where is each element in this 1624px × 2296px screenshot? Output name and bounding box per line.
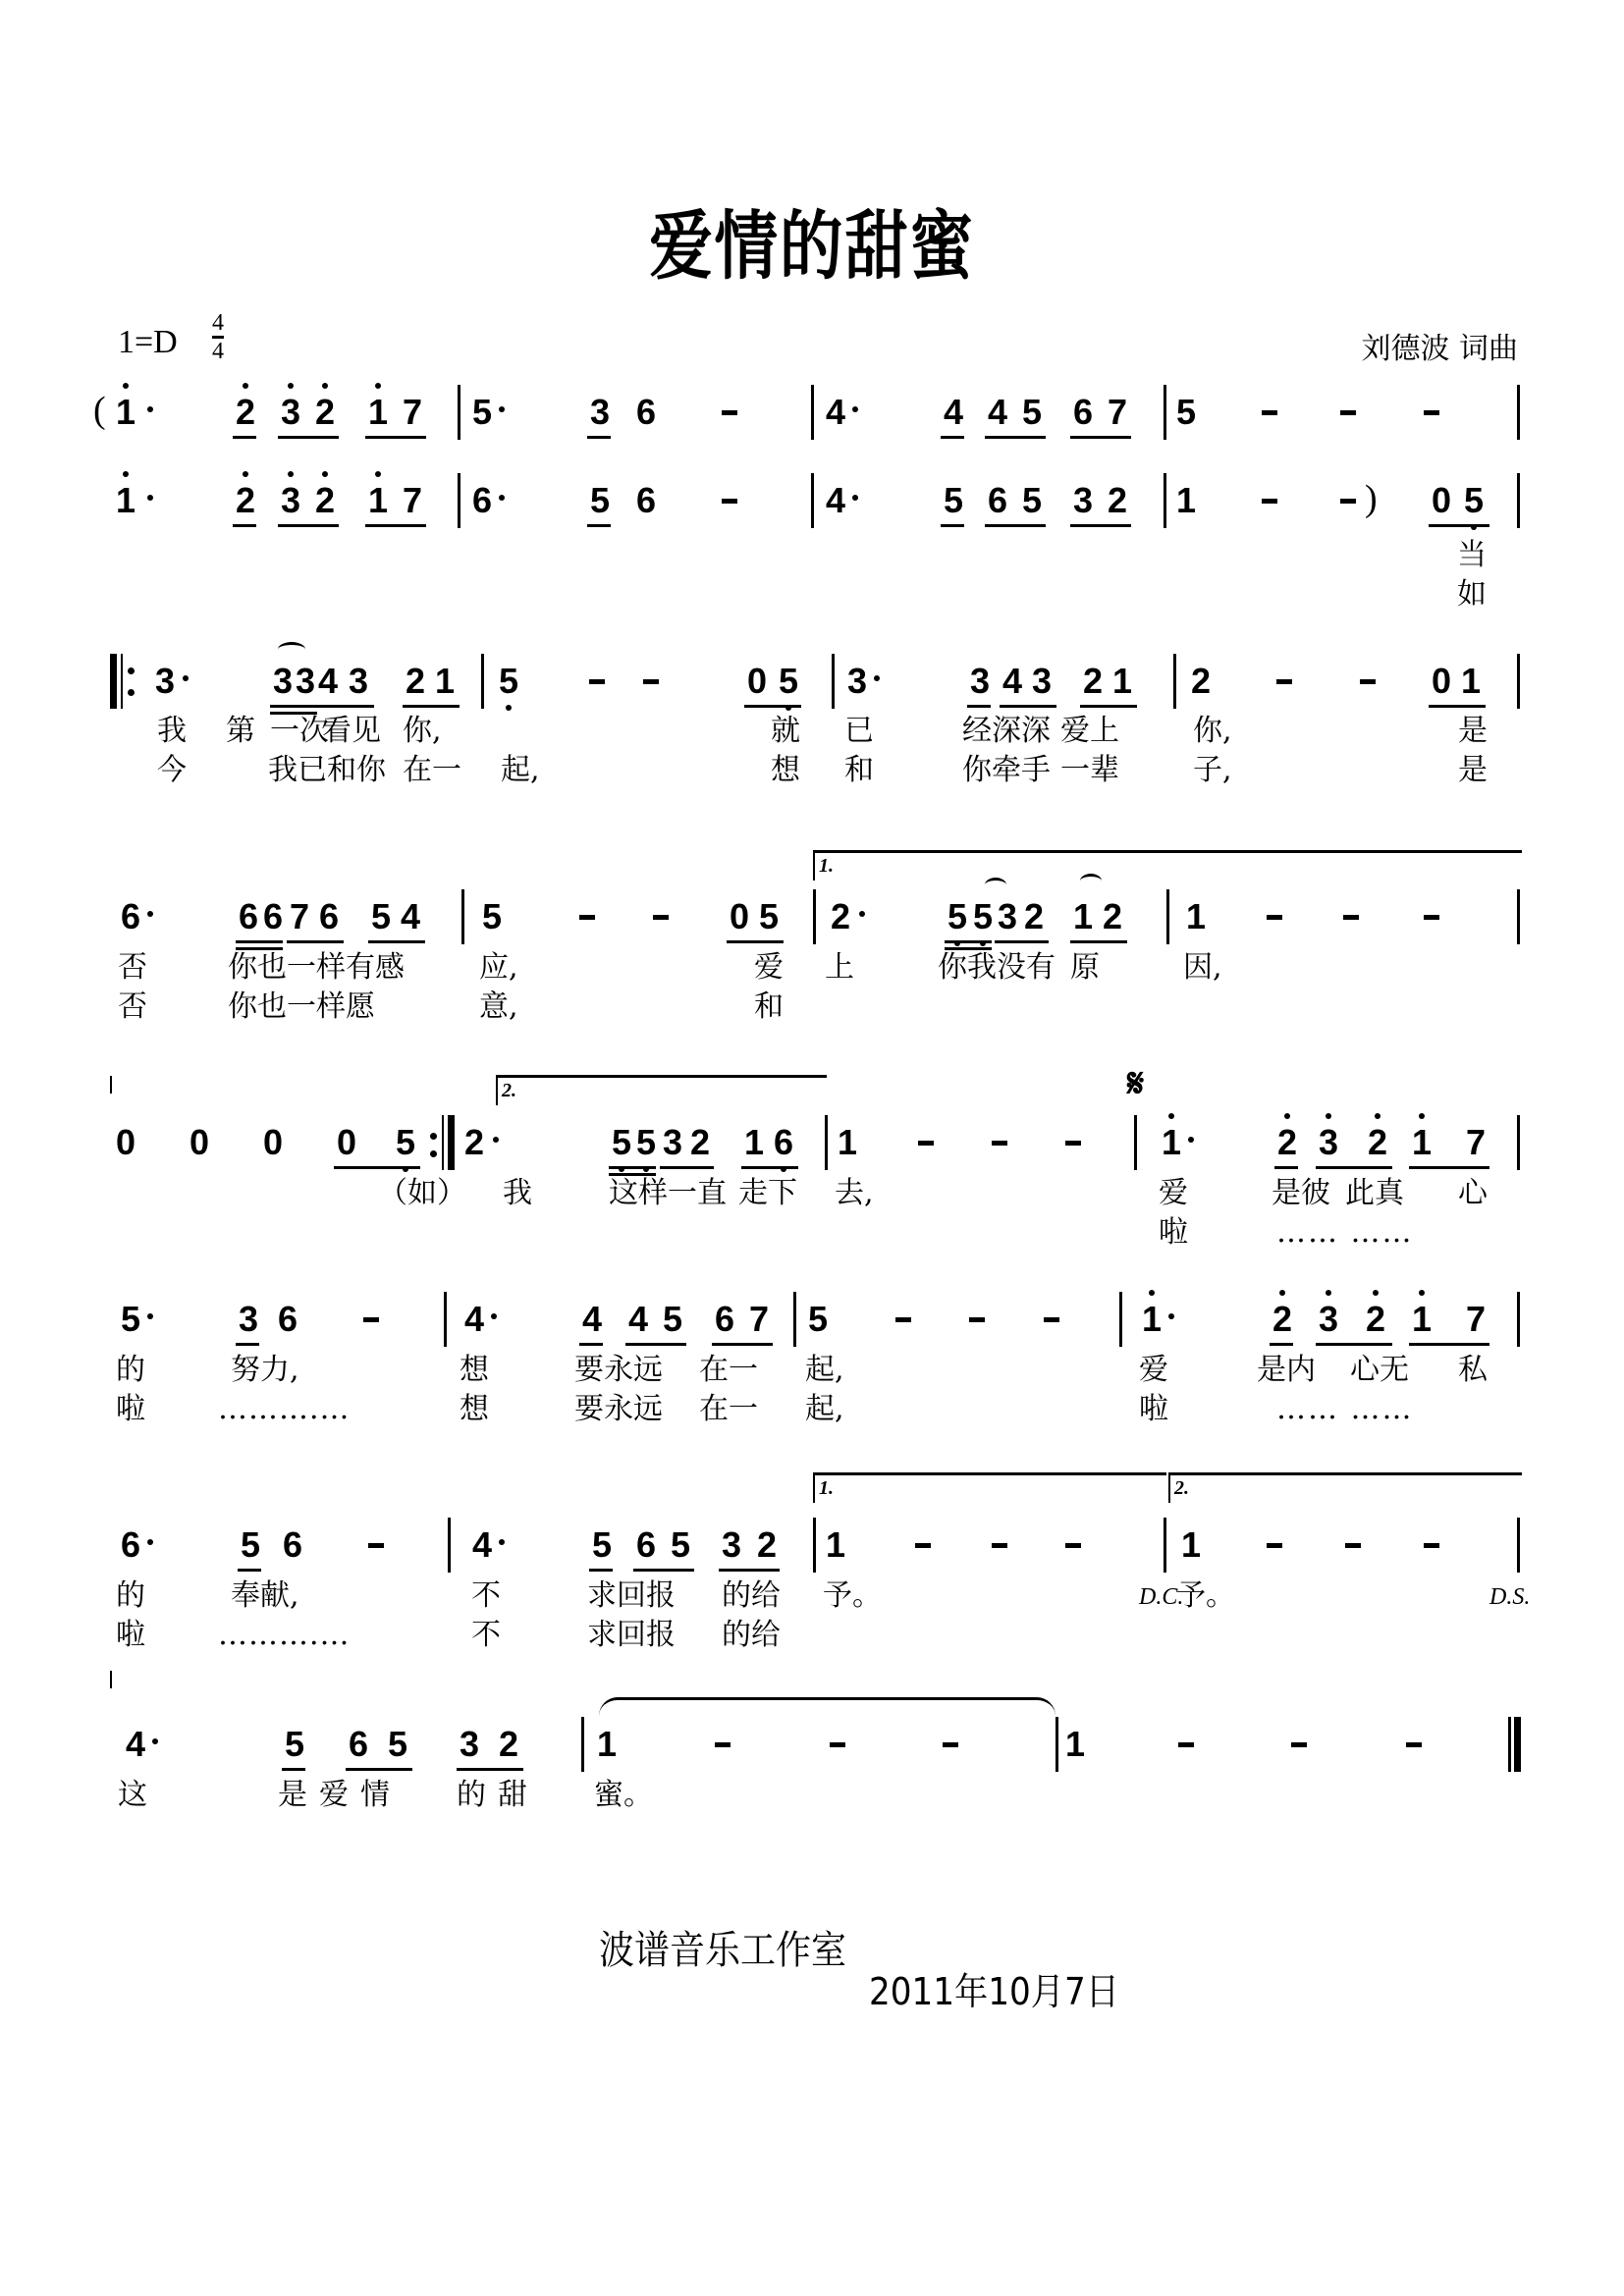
lyric: 因, <box>1183 950 1222 985</box>
lyric: 要永远 <box>574 1353 663 1387</box>
bar-line <box>1517 473 1520 528</box>
lyric: 求回报 <box>587 1578 676 1613</box>
lyric: 是 <box>1458 753 1488 787</box>
bar-line <box>1164 385 1166 440</box>
note: 0 <box>1431 480 1452 520</box>
lyric: 一辈 <box>1060 753 1119 787</box>
note: 3 <box>846 661 868 701</box>
lyric: 你也一样 <box>228 989 346 1024</box>
lyric: 的给 <box>722 1618 781 1652</box>
bar-line <box>1517 889 1520 944</box>
note: 2 <box>1363 1298 1388 1341</box>
note: 1 <box>837 1122 858 1162</box>
lyric: 应, <box>479 950 518 985</box>
lyric: 要永远 <box>574 1392 663 1426</box>
note: 2 <box>498 1724 519 1764</box>
key-label: 1=D <box>118 324 178 360</box>
bar-line <box>1517 1518 1520 1573</box>
note: 1 <box>113 479 138 522</box>
bar-line <box>448 1518 451 1573</box>
lyric: 啦 <box>116 1618 145 1652</box>
lyric: 想 <box>460 1392 489 1426</box>
bar-line <box>481 654 484 709</box>
note: 6 <box>635 1524 657 1565</box>
bar-line <box>461 889 464 944</box>
staff-row-3 <box>0 660 1624 787</box>
note: 5 <box>662 1299 683 1339</box>
note: 4 <box>825 480 846 520</box>
note: 0 <box>115 1122 136 1162</box>
volta-label: 2. <box>1174 1477 1189 1499</box>
note: 7 <box>289 896 310 936</box>
note: 1 <box>1460 661 1482 701</box>
bar-line <box>1173 654 1176 709</box>
lyric: 我已和你 <box>268 753 386 787</box>
lyric: 是 <box>1458 714 1488 748</box>
lyric: 你也一样 <box>228 950 346 985</box>
lyric: 在一 <box>699 1392 758 1426</box>
note: 7 <box>402 392 423 432</box>
bar-line <box>444 1292 447 1347</box>
note: 7 <box>402 480 423 520</box>
note: 3 <box>721 1524 742 1565</box>
note: 3 <box>238 1299 259 1339</box>
note: 4 <box>581 1299 603 1339</box>
date-label: 2011年10月7日 <box>869 1970 1119 2013</box>
bar-line <box>458 385 460 440</box>
note: 5 <box>670 1524 691 1565</box>
note: 6 <box>348 1724 369 1764</box>
note: 2 <box>1270 1298 1295 1341</box>
note: 1 <box>825 1524 846 1565</box>
note: 1 <box>743 1122 765 1162</box>
note: 6 <box>471 480 493 520</box>
note: 0 <box>746 661 768 701</box>
note: 4 <box>400 896 421 936</box>
note: 2 <box>1023 896 1045 936</box>
bar-line <box>1517 654 1520 709</box>
lyric: 予。 <box>1176 1578 1235 1613</box>
note: 5 <box>758 896 780 936</box>
note: 3 <box>278 391 303 434</box>
segno-sign: 𝄋 <box>1127 1060 1145 1106</box>
note: 5 <box>1021 480 1043 520</box>
volta-2-bracket <box>496 1075 827 1105</box>
note: 3 <box>1316 1121 1341 1164</box>
note: 5 <box>387 1724 408 1764</box>
open-paren: ( <box>93 390 106 431</box>
lyric: 是爱情 <box>278 1778 402 1812</box>
lyric: 我 <box>503 1176 532 1210</box>
note: 6 <box>282 1524 303 1565</box>
staff-row-1 <box>0 391 1624 450</box>
lyric: 私 <box>1458 1353 1488 1387</box>
note: 5 <box>284 1724 305 1764</box>
note: 5 <box>945 895 970 938</box>
note: 2 <box>233 391 258 434</box>
note: 4 <box>463 1299 485 1339</box>
note: 3 <box>1031 661 1053 701</box>
note: 0 <box>729 896 750 936</box>
dc-marking: D.C. <box>1139 1584 1184 1610</box>
lyric: 如 <box>1457 577 1487 612</box>
bar-line <box>458 473 460 528</box>
bar-line <box>1134 1115 1137 1170</box>
lyric: 已 <box>844 714 874 748</box>
note: 5 <box>970 895 996 938</box>
lyric: 在一 <box>699 1353 758 1387</box>
note: 5 <box>1021 392 1043 432</box>
note: 5 <box>481 896 503 936</box>
note: 3 <box>295 661 316 701</box>
note: 7 <box>1465 1122 1487 1162</box>
lyric: 就 <box>771 714 800 748</box>
bar-line <box>825 1115 828 1170</box>
lyric: 在一 <box>403 753 461 787</box>
lyric: 这样一直 <box>609 1176 727 1210</box>
note: 2 <box>1274 1121 1300 1164</box>
note: 0 <box>189 1122 210 1162</box>
note: 5 <box>591 1524 613 1565</box>
time-signature <box>208 312 228 362</box>
lyric: 去, <box>835 1176 874 1210</box>
lyric: 和 <box>844 753 874 787</box>
note: 6 <box>262 896 284 936</box>
note: 0 <box>262 1122 284 1162</box>
note: 2 <box>233 479 258 522</box>
note: 3 <box>662 1122 683 1162</box>
tie <box>599 1697 1056 1716</box>
note: 5 <box>589 480 611 520</box>
lyric: 蜜。 <box>594 1778 653 1812</box>
note: 3 <box>589 392 611 432</box>
volta-label: 1. <box>819 855 834 877</box>
lyric: 这 <box>118 1778 147 1812</box>
staff-row-5 <box>0 1121 1624 1250</box>
final-bar-thin <box>1508 1717 1511 1772</box>
bar-line <box>811 385 814 440</box>
lyric: 爱上 <box>1060 714 1119 748</box>
bar-line <box>813 889 816 944</box>
note: 1 <box>596 1724 618 1764</box>
lyric: 看见 <box>322 714 381 748</box>
lyric: 心 <box>1458 1176 1488 1210</box>
lyric: 奉献, <box>231 1578 299 1613</box>
note: 6 <box>120 1524 141 1565</box>
note: 2 <box>756 1524 778 1565</box>
volta-1-bracket <box>813 850 1522 881</box>
note: 6 <box>987 480 1008 520</box>
bar-line <box>811 473 814 528</box>
volta-1-bracket <box>813 1472 1166 1503</box>
lyric: 努力, <box>231 1353 299 1387</box>
bar-line <box>1517 1292 1520 1347</box>
note: 1 <box>434 661 456 701</box>
note: 1 <box>1139 1298 1164 1341</box>
lyric: 是内 <box>1257 1353 1316 1387</box>
lyric: 你, <box>1193 714 1232 748</box>
lyric: 上 <box>825 950 854 985</box>
note: 3 <box>278 479 303 522</box>
lyric: 起, <box>501 753 540 787</box>
note: 5 <box>393 1121 418 1164</box>
note: 0 <box>1431 661 1452 701</box>
author-credit: 刘德波 词曲 <box>1361 332 1518 366</box>
note: 6 <box>635 392 657 432</box>
note: 3 <box>997 896 1018 936</box>
note: 1 <box>113 391 138 434</box>
note: 5 <box>1461 479 1487 522</box>
note: 2 <box>830 896 851 936</box>
note: 5 <box>1175 392 1197 432</box>
note: 5 <box>776 660 801 703</box>
note: 1 <box>1159 1121 1184 1164</box>
lyric: 当 <box>1457 538 1487 572</box>
note: 1 <box>1409 1298 1435 1341</box>
note: 3 <box>1316 1298 1341 1341</box>
lyric: 心无 <box>1350 1353 1409 1387</box>
lyric: 起, <box>805 1392 844 1426</box>
note: 4 <box>825 392 846 432</box>
note: 3 <box>348 661 369 701</box>
note: 6 <box>238 896 259 936</box>
repeat-start-bar <box>110 654 117 709</box>
note: 7 <box>1465 1299 1487 1339</box>
note: 2 <box>1107 480 1128 520</box>
bar-line <box>1119 1292 1122 1347</box>
note: 1 <box>1185 896 1207 936</box>
lyric: 不 <box>471 1578 501 1613</box>
bar-line <box>581 1717 584 1772</box>
lyric: 经深深 <box>962 714 1051 748</box>
lyric: 今 <box>157 753 187 787</box>
final-bar-thick <box>1514 1717 1521 1772</box>
lyric: 意, <box>479 989 518 1024</box>
lyric: 否 <box>118 989 147 1024</box>
note: 1 <box>1175 480 1197 520</box>
lyric: 走下 <box>738 1176 797 1210</box>
note: 4 <box>125 1724 146 1764</box>
lyric: 你牵手 <box>962 753 1051 787</box>
staff-row-2 <box>0 478 1624 612</box>
note: 4 <box>317 661 339 701</box>
note: 1 <box>1409 1121 1435 1164</box>
lyric: 此真 <box>1345 1176 1404 1210</box>
lyric: 啦 <box>116 1392 145 1426</box>
note: 2 <box>1365 1121 1390 1164</box>
note: 3 <box>272 661 294 701</box>
lyric: 的甜 <box>457 1778 539 1812</box>
time-bottom: 4 <box>212 339 224 364</box>
bar-line <box>1164 1518 1166 1573</box>
bar-line <box>813 1518 816 1573</box>
time-top: 4 <box>212 310 224 336</box>
lyric: 啦 <box>1139 1392 1168 1426</box>
note: 3 <box>154 661 176 701</box>
note: 4 <box>627 1299 649 1339</box>
lyric: 的 <box>116 1578 145 1613</box>
bar-line <box>1166 889 1169 944</box>
song-title: 爱情的甜蜜 <box>649 205 975 289</box>
note: 1 <box>365 479 391 522</box>
lyric: 爱 <box>1139 1353 1168 1387</box>
repeat-end-bar <box>448 1115 455 1170</box>
note: 5 <box>496 660 521 703</box>
note: 5 <box>240 1524 261 1565</box>
lyric: 有感 <box>346 950 405 985</box>
note: 3 <box>1072 480 1094 520</box>
note: 6 <box>277 1299 298 1339</box>
staff-row-4 <box>0 895 1624 1024</box>
note: 1 <box>365 391 391 434</box>
lyric: 原 <box>1070 950 1100 985</box>
note: 5 <box>633 1121 659 1164</box>
volta-label: 2. <box>502 1080 516 1101</box>
bar-line <box>1164 473 1166 528</box>
lyric: 求回报 <box>587 1618 676 1652</box>
lyric: …… …… <box>1276 1215 1414 1250</box>
lyric: 爱 <box>754 950 784 985</box>
bar-line <box>793 1292 796 1347</box>
lyric: ……….… <box>218 1392 351 1426</box>
lyric: 的给 <box>722 1578 781 1613</box>
lyric: 你, <box>403 714 442 748</box>
note: 5 <box>120 1299 141 1339</box>
note: 2 <box>1102 896 1123 936</box>
note: 2 <box>1082 661 1104 701</box>
lyric: 我 <box>157 714 187 748</box>
lyric: 你我没有 <box>938 950 1056 985</box>
note: 1 <box>1111 661 1133 701</box>
bar-line <box>1517 1115 1520 1170</box>
lyric: 一次 <box>270 714 329 748</box>
close-paren: ) <box>1365 478 1378 519</box>
note: 2 <box>405 661 426 701</box>
note: 2 <box>1190 661 1212 701</box>
note: 2 <box>463 1122 485 1162</box>
volta-2-bracket <box>1168 1472 1522 1503</box>
bar-line <box>1056 1717 1058 1772</box>
note: 3 <box>459 1724 480 1764</box>
studio-name: 波谱音乐工作室 <box>599 1928 846 1973</box>
note: 1 <box>1072 896 1094 936</box>
bar-line <box>1517 385 1520 440</box>
note: 6 <box>318 896 340 936</box>
key-signature <box>118 324 178 361</box>
lyric: 予。 <box>823 1578 882 1613</box>
lyric: 否 <box>118 950 147 985</box>
staff-row-8 <box>0 1723 1624 1812</box>
note: 4 <box>471 1524 493 1565</box>
note: 2 <box>312 391 338 434</box>
note: 6 <box>714 1299 735 1339</box>
note: 4 <box>943 392 964 432</box>
note: 6 <box>120 896 141 936</box>
lyric: ……….… <box>218 1618 351 1652</box>
lyric: 爱 <box>1159 1176 1188 1210</box>
lyric: 想 <box>771 753 800 787</box>
note: 3 <box>969 661 991 701</box>
note: 1 <box>1064 1724 1086 1764</box>
note: 4 <box>987 392 1008 432</box>
lyric: 第 <box>226 714 255 748</box>
note: 6 <box>771 1121 796 1164</box>
lyric: 愿 <box>346 989 375 1024</box>
staff-row-7 <box>0 1523 1624 1652</box>
lyric: 的 <box>116 1353 145 1387</box>
ds-marking: D.S. <box>1489 1584 1531 1610</box>
bar-line <box>832 654 835 709</box>
note: 5 <box>471 392 493 432</box>
lyric: 和 <box>754 989 784 1024</box>
note: 0 <box>336 1122 357 1162</box>
lyric: 不 <box>471 1618 501 1652</box>
lyric: …… …… <box>1276 1392 1414 1426</box>
note: 7 <box>1107 392 1128 432</box>
lyric: （如） <box>378 1176 466 1210</box>
note: 5 <box>807 1299 829 1339</box>
volta-label: 1. <box>819 1477 834 1499</box>
note: 2 <box>312 479 338 522</box>
lyric: 起, <box>805 1353 844 1387</box>
lyric: 想 <box>460 1353 489 1387</box>
note: 1 <box>1180 1524 1202 1565</box>
lyric: 是彼 <box>1272 1176 1330 1210</box>
note: 2 <box>689 1122 711 1162</box>
note: 6 <box>635 480 657 520</box>
lyric: 啦 <box>1159 1215 1188 1250</box>
note: 7 <box>748 1299 770 1339</box>
note: 4 <box>1001 661 1023 701</box>
note: 6 <box>1072 392 1094 432</box>
note: 5 <box>943 480 964 520</box>
staff-row-6 <box>0 1298 1624 1426</box>
note: 5 <box>370 896 392 936</box>
lyric: 子, <box>1193 753 1232 787</box>
note: 5 <box>609 1121 634 1164</box>
